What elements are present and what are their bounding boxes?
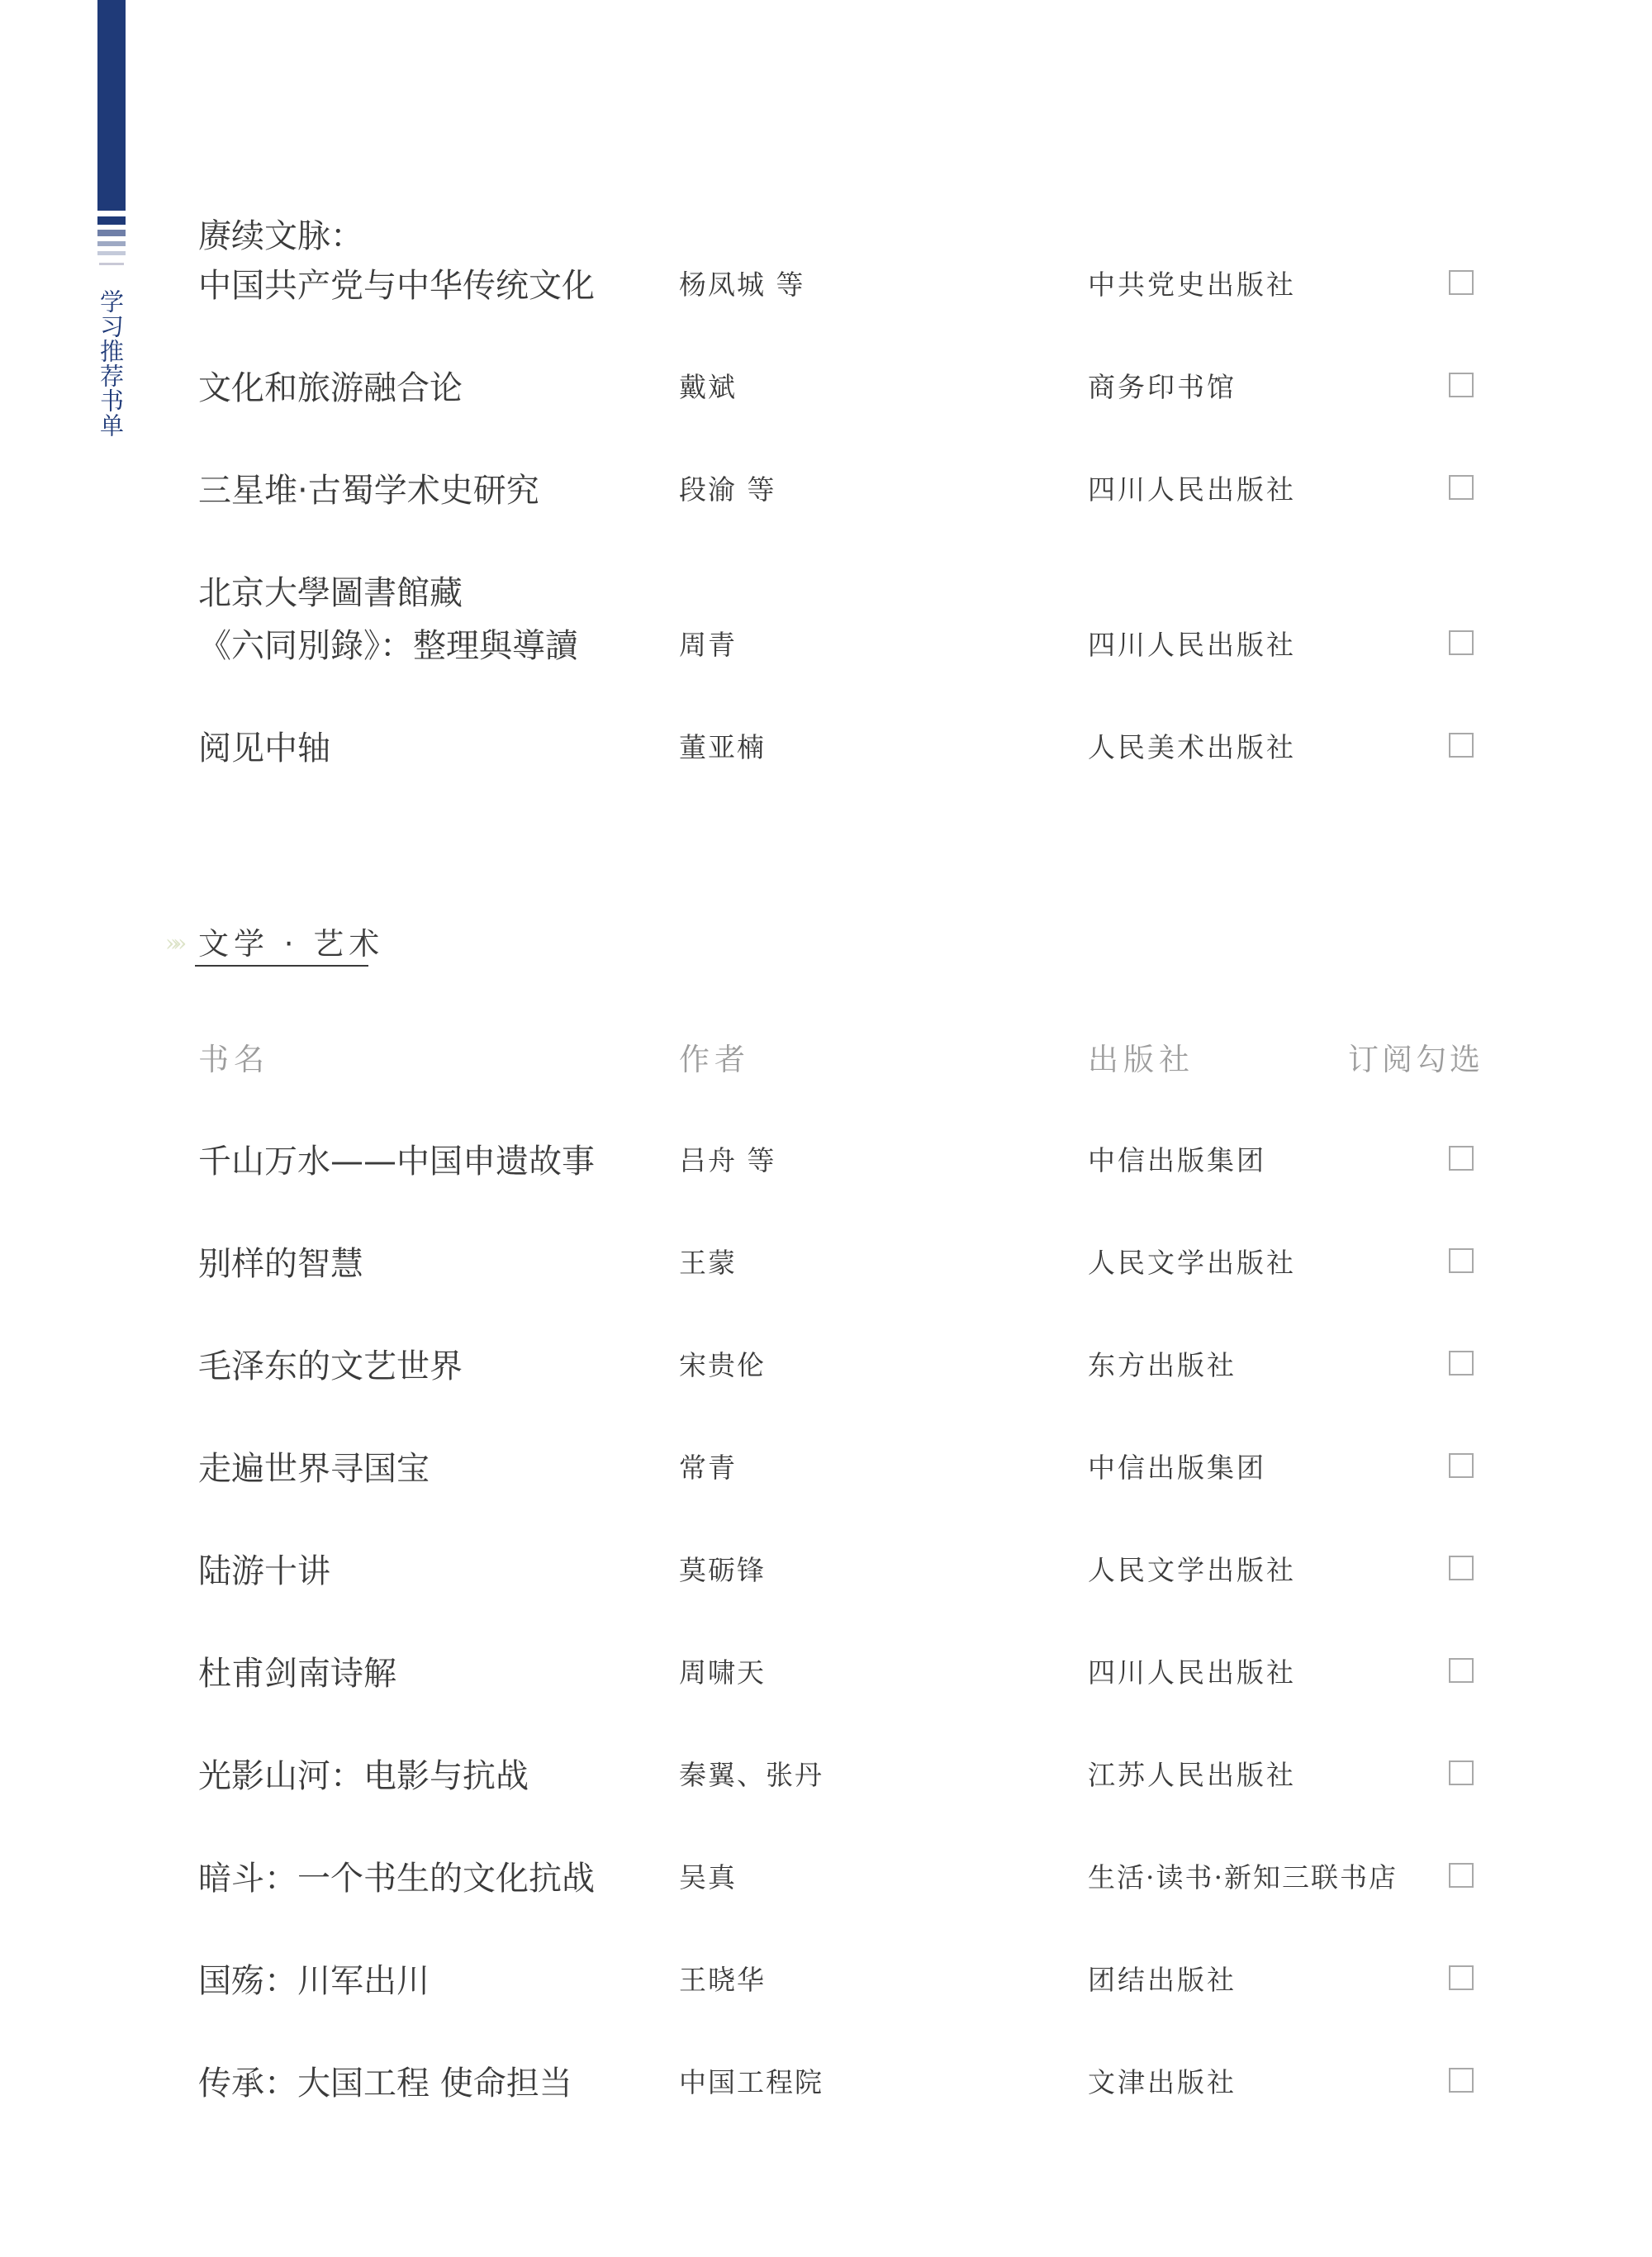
book-author: 段渝 等: [679, 473, 776, 506]
book-title: 走遍世界寻国宝: [198, 1450, 430, 1488]
book-title: 文化和旅游融合论: [198, 369, 463, 407]
book-author: 吕舟 等: [679, 1144, 776, 1176]
sidebar-label: 学习推荐书单: [97, 289, 125, 438]
book-row: [0, 1135, 1652, 1185]
book-publisher: 四川人民出版社: [1088, 473, 1296, 506]
subscribe-checkbox[interactable]: [1449, 1453, 1474, 1478]
book-row: [0, 1340, 1652, 1390]
subscribe-checkbox[interactable]: [1449, 1248, 1474, 1273]
book-row: [0, 259, 1652, 309]
book-title: 传承：大国工程 使命担当: [198, 2065, 572, 2103]
book-title: 杜甫剑南诗解: [198, 1655, 396, 1693]
book-author: 王蒙: [679, 1247, 737, 1279]
book-row: [0, 1955, 1652, 2004]
section-heading-underline: [195, 965, 368, 967]
column-header-author: 作者: [679, 1042, 750, 1077]
book-author: 秦翼、张丹: [679, 1759, 824, 1791]
column-header-title: 书名: [198, 1042, 269, 1077]
book-author: 戴斌: [679, 371, 737, 403]
book-title: 中国共产党与中华传统文化: [198, 267, 595, 305]
book-row: [0, 1442, 1652, 1492]
book-author: 周青: [679, 629, 737, 661]
subscribe-checkbox[interactable]: [1449, 1863, 1474, 1888]
book-publisher: 文津出版社: [1088, 2066, 1237, 2098]
book-row: [0, 1750, 1652, 1799]
book-title: 阅见中轴: [198, 729, 330, 767]
book-row: [0, 1647, 1652, 1697]
subscribe-checkbox[interactable]: [1449, 630, 1474, 655]
book-title: 暗斗：一个书生的文化抗战: [198, 1860, 595, 1898]
book-row: [0, 1852, 1652, 1902]
book-author: 宋贵伦: [679, 1349, 766, 1381]
book-title: 国殇：川军出川: [198, 1962, 430, 2000]
chevron-icon: »»: [165, 929, 181, 957]
book-row: [0, 362, 1652, 411]
subscribe-checkbox[interactable]: [1449, 2068, 1474, 2093]
book-publisher: 江苏人民出版社: [1088, 1759, 1296, 1791]
book-title: 别样的智慧: [198, 1245, 363, 1283]
book-publisher: 团结出版社: [1088, 1964, 1237, 1996]
book-publisher: 人民美术出版社: [1088, 731, 1296, 763]
column-header-select: 订阅勾选: [1348, 1042, 1483, 1077]
sidebar-stripe: [97, 230, 126, 236]
book-row: [0, 464, 1652, 514]
book-publisher: 生活·读书·新知三联书店: [1088, 1861, 1398, 1894]
book-author: 常青: [679, 1452, 737, 1484]
book-title: 《六同別錄》：整理與導讀: [198, 627, 578, 665]
book-publisher: 人民文学出版社: [1088, 1247, 1296, 1279]
book-row: [0, 1545, 1652, 1594]
subscribe-checkbox[interactable]: [1449, 1760, 1474, 1785]
book-author: 杨凤城 等: [679, 268, 805, 301]
sidebar-stripe: [97, 251, 126, 255]
subscribe-checkbox[interactable]: [1449, 373, 1474, 397]
sidebar-accent-bar: [97, 0, 126, 211]
subscribe-checkbox[interactable]: [1449, 475, 1474, 500]
book-title: 千山万水——中国申遗故事: [198, 1143, 595, 1181]
book-title: 陆游十讲: [198, 1552, 330, 1590]
book-author: 周啸天: [679, 1656, 766, 1689]
book-publisher: 中信出版集团: [1088, 1452, 1266, 1484]
subscribe-checkbox[interactable]: [1449, 1146, 1474, 1171]
book-author: 吴真: [679, 1861, 737, 1894]
book-publisher: 四川人民出版社: [1088, 629, 1296, 661]
book-publisher: 人民文学出版社: [1088, 1554, 1296, 1586]
book-row: [0, 722, 1652, 772]
book-author: 王晓华: [679, 1964, 766, 1996]
book-publisher: 中共党史出版社: [1088, 268, 1296, 301]
section-heading: 文学 · 艺术: [198, 926, 385, 962]
subscribe-checkbox[interactable]: [1449, 1351, 1474, 1376]
book-row: [0, 1238, 1652, 1287]
sidebar-stripe: [97, 216, 126, 225]
book-title: 毛泽东的文艺世界: [198, 1347, 463, 1385]
book-title-line1: 赓续文脉：: [198, 217, 363, 255]
subscribe-checkbox[interactable]: [1449, 1658, 1474, 1683]
book-row: [0, 620, 1652, 669]
book-author: 莫砺锋: [679, 1554, 766, 1586]
book-publisher: 中信出版集团: [1088, 1144, 1266, 1176]
subscribe-checkbox[interactable]: [1449, 1556, 1474, 1580]
book-title: 光影山河：电影与抗战: [198, 1757, 529, 1795]
book-row: [0, 2057, 1652, 2107]
column-header-publisher: 出版社: [1088, 1042, 1194, 1077]
book-author: 董亚楠: [679, 731, 766, 763]
subscribe-checkbox[interactable]: [1449, 1965, 1474, 1990]
book-title-line1: 北京大學圖書館藏: [198, 574, 463, 612]
book-author: 中国工程院: [679, 2066, 824, 2098]
book-publisher: 四川人民出版社: [1088, 1656, 1296, 1689]
book-publisher: 商务印书馆: [1088, 371, 1237, 403]
sidebar-stripe: [97, 241, 126, 246]
book-title: 三星堆·古蜀学术史研究: [198, 472, 539, 510]
book-publisher: 东方出版社: [1088, 1349, 1237, 1381]
subscribe-checkbox[interactable]: [1449, 733, 1474, 758]
subscribe-checkbox[interactable]: [1449, 270, 1474, 295]
